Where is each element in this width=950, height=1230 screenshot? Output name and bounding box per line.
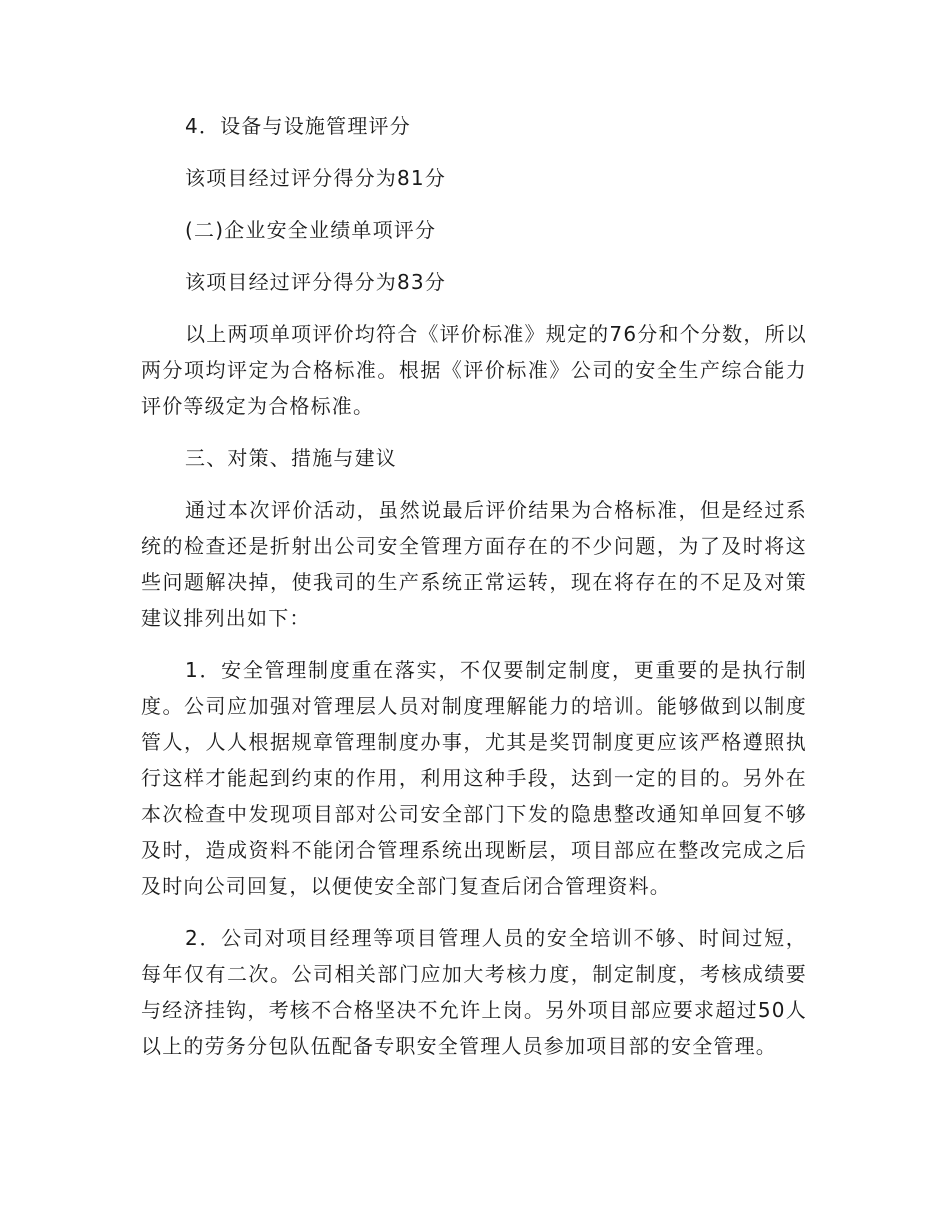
safety-performance-score-text: 该项目经过评分得分为83分 xyxy=(185,270,447,294)
section-heading-safety-performance: (二)企业安全业绩单项评分 xyxy=(185,218,437,242)
recommendation-1-paragraph: 1．安全管理制度重在落实，不仅要制定制度，更重要的是执行制度。公司应加强对管理层人员对制度理解能力的培训。能够做到以制度管人，人人根据规章管理制度办事，尤其是奖罚制度更应该严格遵照执行这样才能起到约束的作用，利用这种手段，达到一定的目的。另外在本次检查中发现项目部对公司安全部门下发的隐患整改通知单回复不够及时，造成资料不能闭合管理系统出现断层，项目部应在整改完成之后及时向公司回复，以便使安全部门复查后闭合管理资料。 xyxy=(141,658,807,898)
section-heading-countermeasures: 三、对策、措施与建议 xyxy=(185,446,397,470)
recommendation-2-paragraph: 2．公司对项目经理等项目管理人员的安全培训不够、时间过短，每年仅有二次。公司相关部门应加大考核力度，制定制度，考核成绩要与经济挂钩，考核不合格坚决不允许上岗。另外项目部应要求超过50人以上的劳务分包队伍配备专职安全管理人员参加项目部的安全管理。 xyxy=(141,926,807,1058)
evaluation-summary-paragraph: 以上两项单项评价均符合《评价标准》规定的76分和个分数，所以两分项均评定为合格标准。根据《评价标准》公司的安全生产综合能力评价等级定为合格标准。 xyxy=(141,322,807,418)
document-body xyxy=(141,108,807,1080)
countermeasures-intro-paragraph: 通过本次评价活动，虽然说最后评价结果为合格标准，但是经过系统的检查还是折射出公司安全管理方面存在的不少问题，为了及时将这些问题解决掉，使我司的生产系统正常运转，现在将存在的不足及对策建议排列出如下： xyxy=(141,498,807,630)
section-heading-equipment-score: 4．设备与设施管理评分 xyxy=(185,114,411,138)
equipment-score-text: 该项目经过评分得分为81分 xyxy=(185,166,447,190)
